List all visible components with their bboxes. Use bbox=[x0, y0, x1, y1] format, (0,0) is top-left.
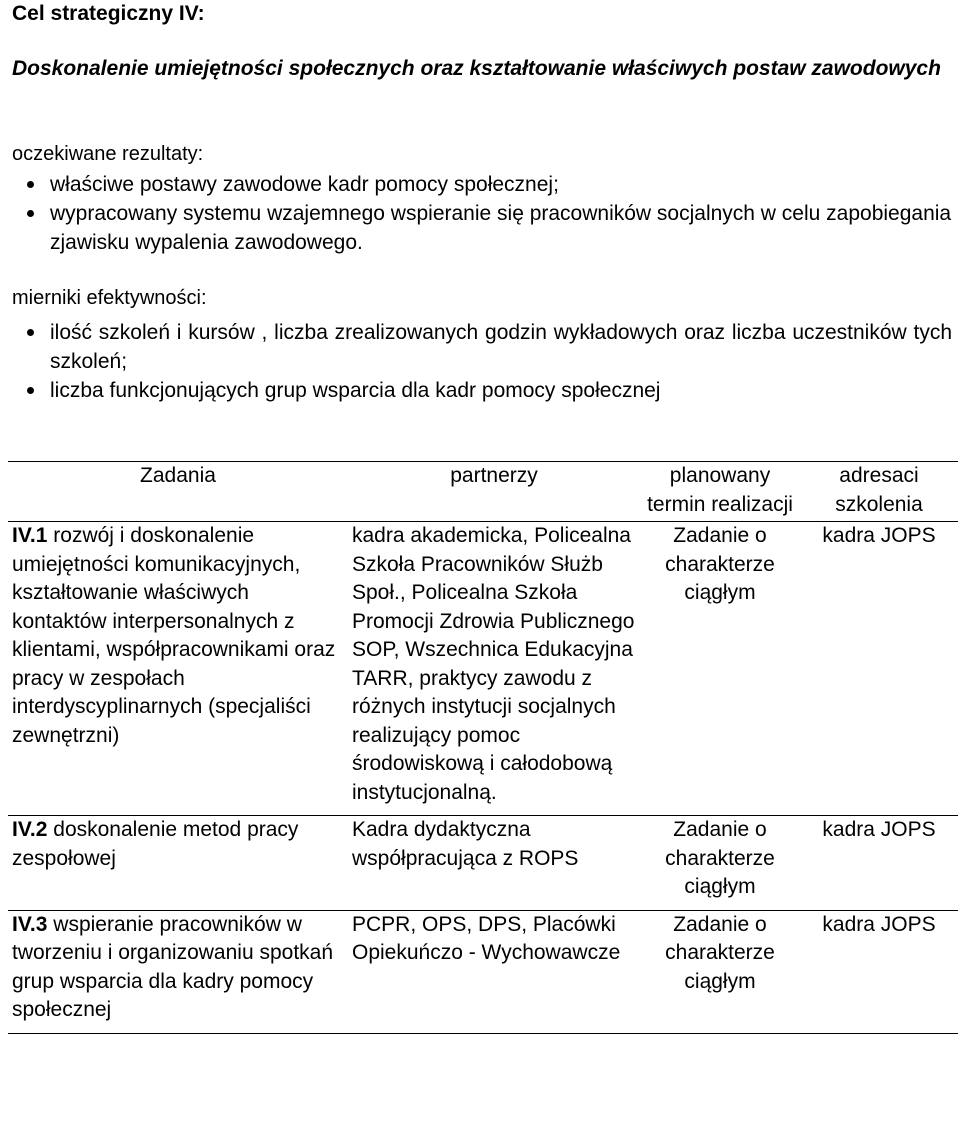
measures-label: mierniki efektywności: bbox=[12, 287, 207, 309]
partners-cell: Kadra dydaktyczna współpracująca z ROPS bbox=[348, 816, 640, 911]
task-code: IV.1 bbox=[12, 524, 48, 547]
table-row bbox=[8, 816, 958, 911]
strategic-goal-title: Doskonalenie umiejętności społecznych oraz kształtowanie właściwych postaw zawodowych bbox=[12, 57, 941, 80]
expected-results-list bbox=[12, 170, 952, 257]
partners-cell: kadra akademicka, Policealna Szkoła Pracowników Służb Społ., Policealna Szkoła Promocji Zdrowia Publicznego SOP, Wszechnica Edukacyjna TARR, praktycy zawodu z różnych instytucji socjalnych realizujący pomoc środowiskową i całodobową instytucjonalną. bbox=[348, 522, 640, 816]
table-header-row bbox=[8, 462, 958, 522]
page-heading: Cel strategiczny IV: bbox=[12, 2, 205, 25]
task-code: IV.2 bbox=[12, 818, 48, 841]
list-item: liczba funkcjonujących grup wsparcia dla kadr pomocy społecznej bbox=[12, 376, 952, 405]
task-code: IV.3 bbox=[12, 912, 48, 936]
header-tasks: Zadania bbox=[8, 462, 348, 522]
recipients-cell: kadra JOPS bbox=[800, 522, 958, 816]
list-item: właściwe postawy zawodowe kadr pomocy społecznej; bbox=[12, 170, 952, 199]
table-row bbox=[8, 910, 958, 1033]
partners-cell: PCPR, OPS, DPS, Placówki Opiekuńczo - Wychowawcze bbox=[348, 910, 640, 1033]
task-cell bbox=[8, 816, 348, 911]
bullet-icon bbox=[27, 181, 34, 188]
list-item: ilość szkoleń i kursów , liczba zrealizowanych godzin wykładowych oraz liczba uczestników tych szkoleń; bbox=[12, 318, 952, 376]
list-item: wypracowany systemu wzajemnego wspieranie się pracowników socjalnych w celu zapobiegania zjawisku wypalenia zawodowego. bbox=[12, 199, 952, 257]
header-term: planowany termin realizacji bbox=[640, 462, 800, 522]
task-description: doskonalenie metod pracy zespołowej bbox=[12, 818, 299, 870]
expected-results-label: oczekiwane rezultaty: bbox=[12, 143, 204, 165]
bullet-icon bbox=[27, 210, 34, 217]
term-cell: Zadanie o charakterze ciągłym bbox=[640, 816, 800, 911]
bullet-icon bbox=[27, 329, 34, 336]
task-description: wspieranie pracowników w tworzeniu i organizowaniu spotkań grup wsparcia dla kadry pomocy społecznej bbox=[12, 912, 334, 1021]
bullet-icon bbox=[27, 387, 34, 394]
term-cell: Zadanie o charakterze ciągłym bbox=[640, 910, 800, 1033]
task-cell bbox=[8, 522, 348, 816]
measures-list bbox=[12, 318, 952, 405]
header-partners: partnerzy bbox=[348, 462, 640, 522]
term-cell: Zadanie o charakterze ciągłym bbox=[640, 522, 800, 816]
header-recipients: adresaci szkolenia bbox=[800, 462, 958, 522]
table-row bbox=[8, 522, 958, 816]
task-cell bbox=[8, 910, 348, 1033]
recipients-cell: kadra JOPS bbox=[800, 816, 958, 911]
tasks-table bbox=[8, 461, 958, 1034]
task-description: rozwój i doskonalenie umiejętności komunikacyjnych, kształtowanie właściwych kontaktów interpersonalnych z klientami, współpracownikami oraz pracy w zespołach interdyscyplinarnych (specjaliści zewnętrzni) bbox=[12, 524, 336, 747]
recipients-cell: kadra JOPS bbox=[800, 910, 958, 1033]
